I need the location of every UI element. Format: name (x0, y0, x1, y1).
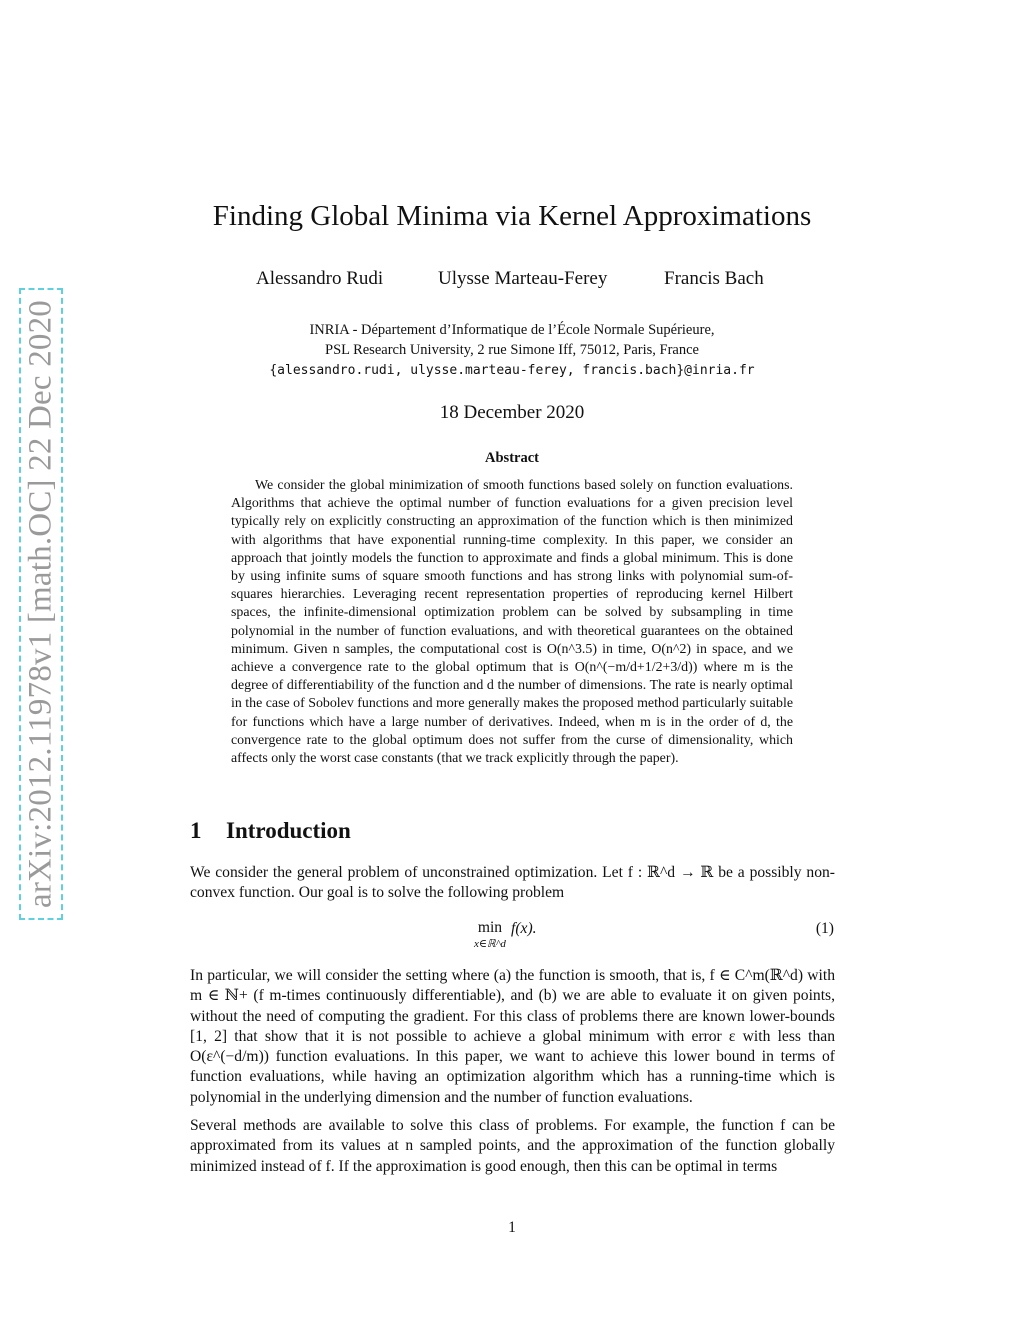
equation-body (511, 920, 537, 938)
section-heading (190, 818, 351, 844)
intro-paragraph-2: In particular, we will consider the setting where (a) the function is smooth, that is, f ∈ C^m(ℝ^d) with m ∈ ℕ+ (f m-times continuously differentiable), and (b) we are able to evaluate it on given points, without the need of computing the gradient. For this class of problems there are known lower-bounds [1, 2] that show that it is not possible to achieve a global minimum with error ε with less than O(ε^(−d/m)) function evaluations. In this paper, we want to achieve this lower bound in terms of function evaluations, while having an optimization algorithm which has a running-time which is polynomial in the underlying dimension and the number of function evaluations. (190, 967, 835, 1106)
equation-1 (0, 918, 1024, 954)
paper-title: Finding Global Minima via Kernel Approximations (212, 200, 812, 232)
intro-paragraph-1: We consider the general problem of unconstrained optimization. Let f : ℝ^d → ℝ be a possibly non-convex function. Our goal is to solve the following problem (190, 864, 835, 902)
abstract-heading: Abstract (485, 450, 539, 466)
equation-number: (1) (815, 920, 834, 937)
author-name: Ulysse Marteau-Ferey (438, 268, 608, 289)
equation-subscript: x∈ℝ^d (474, 938, 506, 950)
equation-operator (474, 920, 506, 952)
section-number: 1 (190, 818, 202, 843)
equation-min: min (477, 919, 503, 936)
intro-paragraph-3: Several methods are available to solve this class of problems. For example, the function f can be approximated from its values at n sampled points, and the approximation of the function globally minimized instead of f. If the approximation is good enough, then this can be optimal in terms (190, 1117, 835, 1175)
abstract-text: We consider the global minimization of smooth functions based solely on function evaluations. Algorithms that achieve the optimal number of function evaluations for a given precision level typically rely on explicitly constructing an approximation of the function which is then minimized with algorithms that have exponential running-time complexity. In this paper, we consider an approach that jointly models the function to approximate and finds a global minimum. This is done by using infinite sums of square smooth functions and has strong links with polynomial sum-of-squares hierarchies. Leveraging recent representation properties of reproducing kernel Hilbert spaces, the infinite-dimensional optimization problem can be solved by subsampling in time polynomial in the number of function evaluations, and with theoretical guarantees on the obtained minimum. Given n samples, the computational cost is O(n^3.5) in time, O(n^2) in space, and we achieve a convergence rate to the global optimum that is O(n^(−m/d+1/2+3/d)) where m is the degree of differentiability of the function and d the number of dimensions. The rate is nearly optimal in the case of Sobolev functions and more generally makes the proposed method particularly suitable for functions which have a large number of derivatives. Indeed, when m is in the order of d, the convergence rate to the global optimum does not suffer from the curse of dimensionality, which affects only the worst case constants (that we track explicitly through the paper). (231, 478, 793, 767)
paper-date: 18 December 2020 (439, 402, 585, 423)
author-emails: {alessandro.rudi, ulysse.marteau-ferey, francis.bach}@inria.fr (269, 363, 755, 378)
arxiv-identifier: arXiv:2012.11978v1 [math.OC] 22 Dec 2020 (22, 299, 59, 909)
page-number: 1 (508, 1219, 516, 1236)
equation-expression: f(x). (511, 920, 537, 937)
author-name: Alessandro Rudi (256, 268, 384, 289)
affiliation-line: PSL Research University, 2 rue Simone Iff, 75012, Paris, France (325, 342, 699, 358)
section-title: Introduction (226, 818, 351, 843)
author-name: Francis Bach (664, 268, 764, 289)
affiliation-line: INRIA - Département d’Informatique de l’École Normale Supérieure, (309, 322, 715, 338)
